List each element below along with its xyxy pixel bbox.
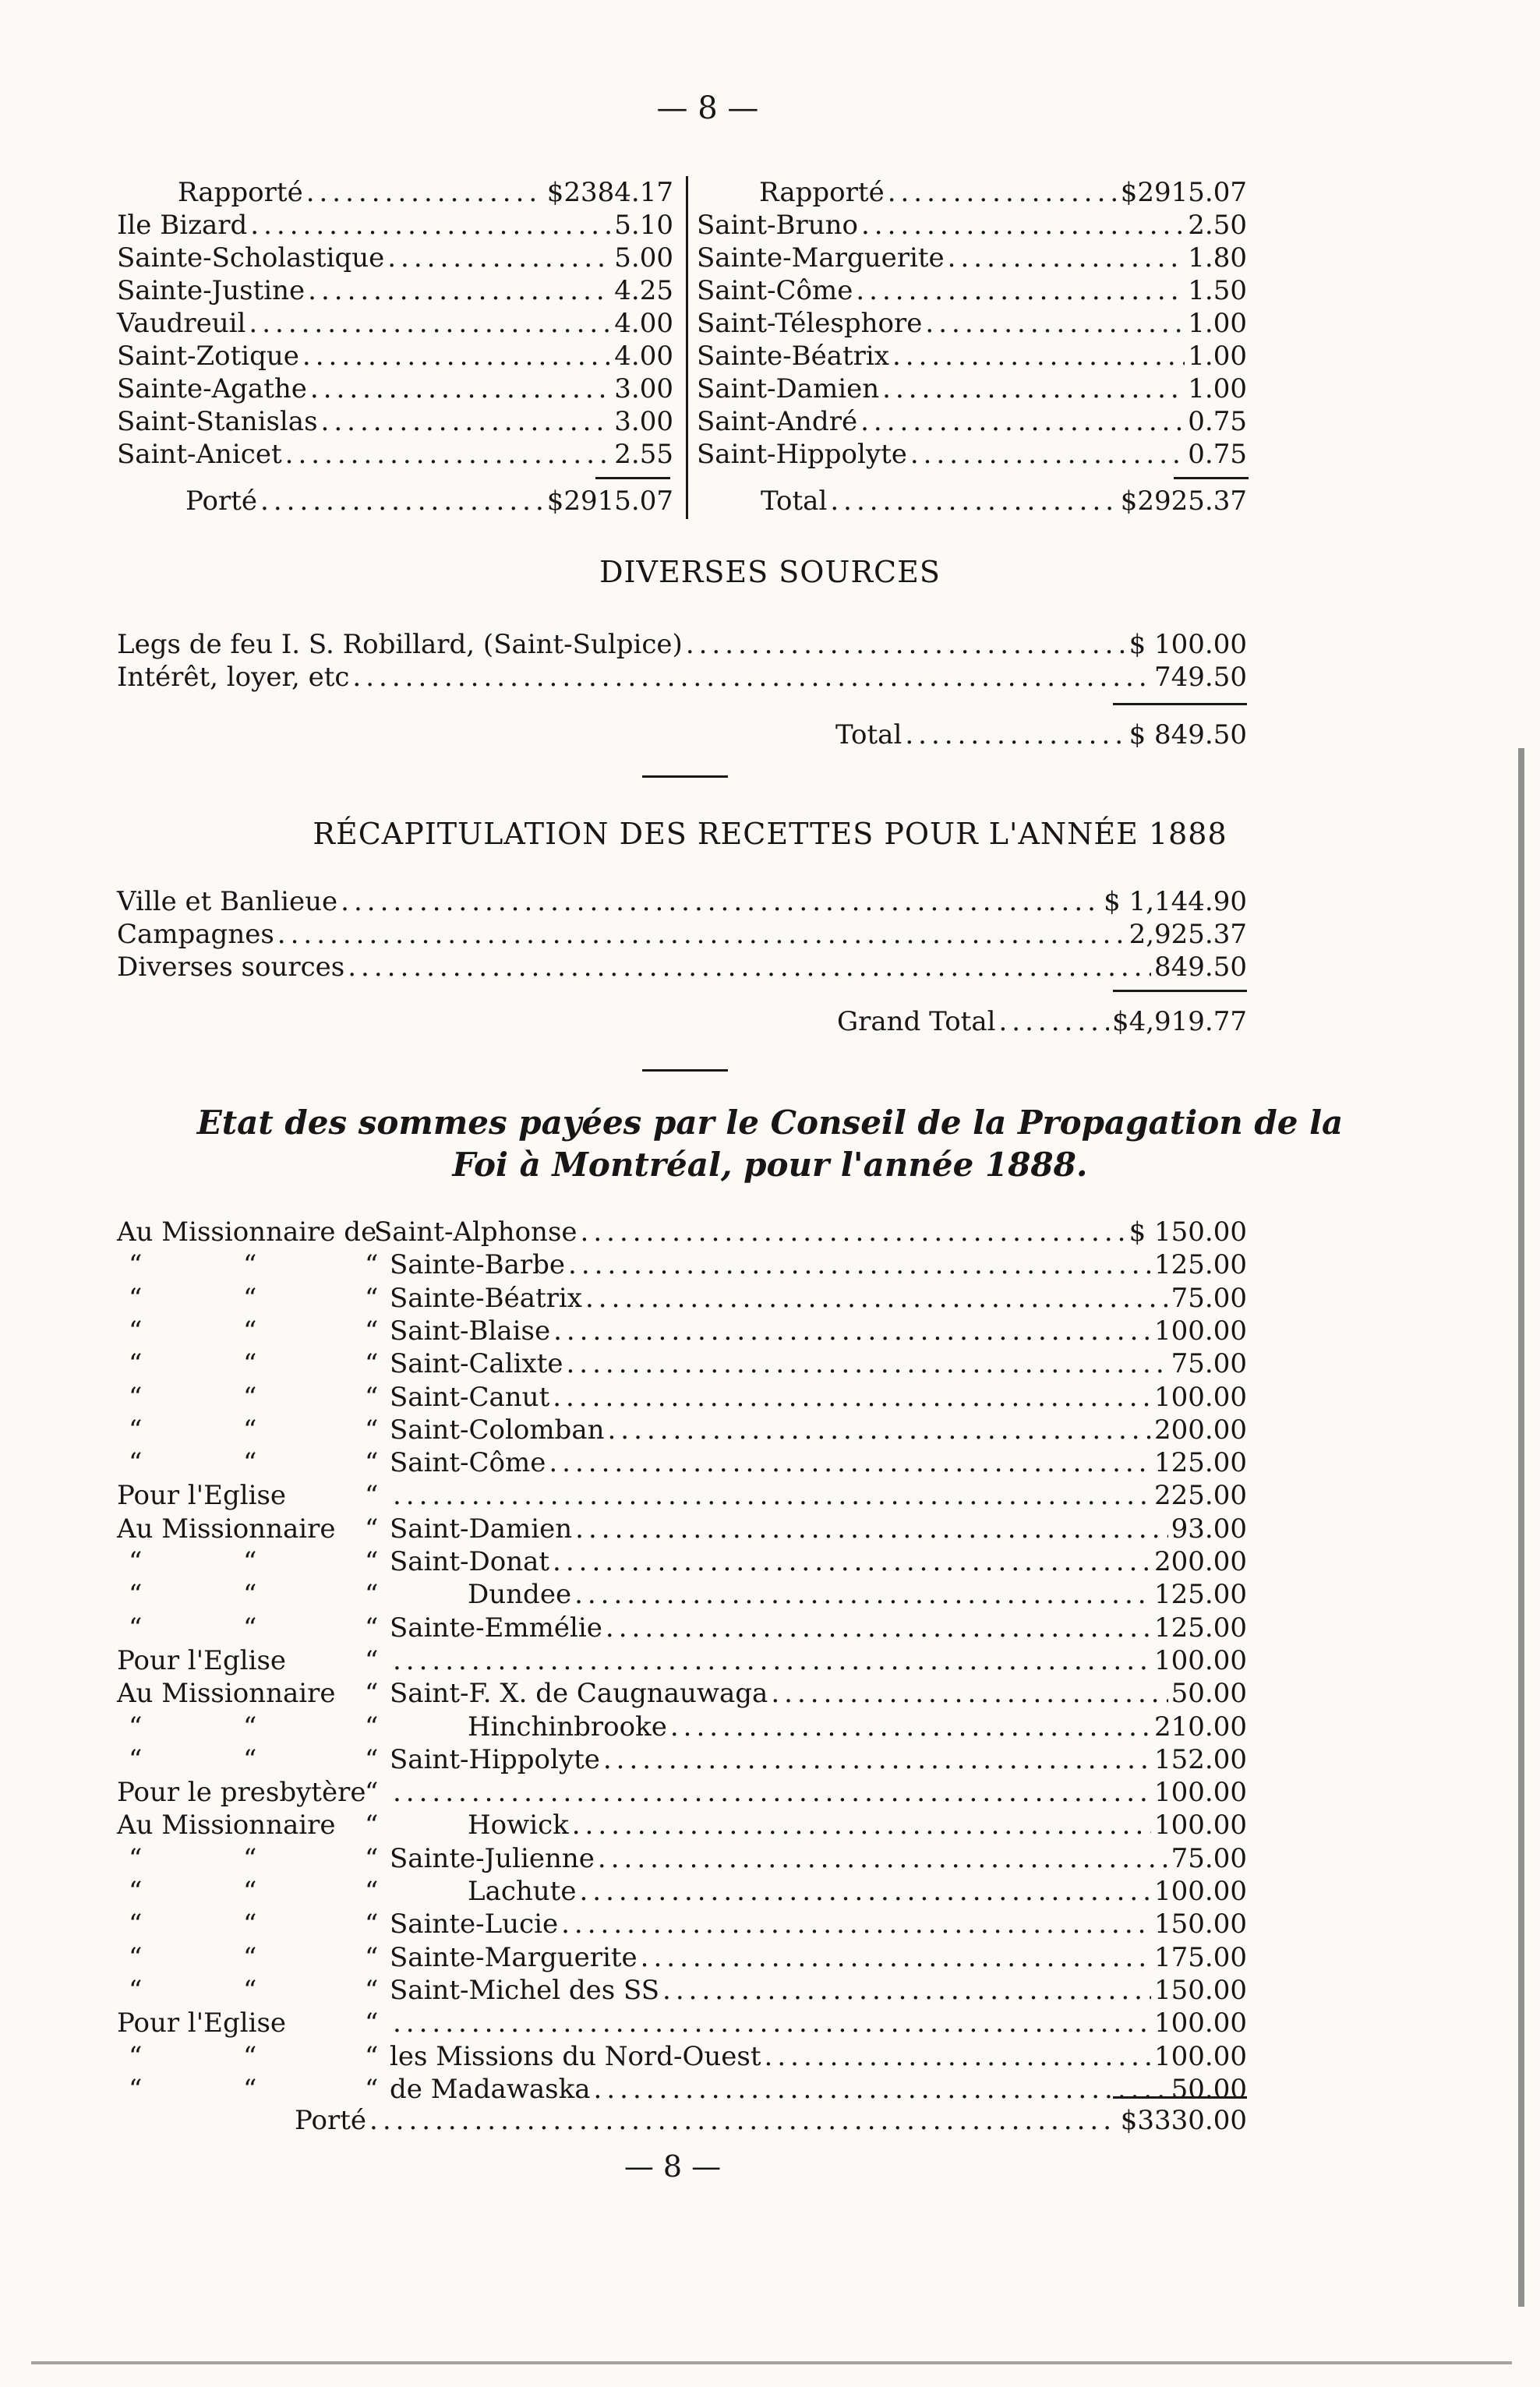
recap-row-amount: $ 1,144.90 [1104, 886, 1247, 917]
payment-amount: 75.00 [1171, 1283, 1247, 1314]
payment-detail [390, 1414, 1247, 1446]
payment-place: Saint-Côme [390, 1447, 546, 1478]
payment-place: Sainte-Emmélie [390, 1612, 602, 1644]
section-separator-2 [642, 1069, 728, 1072]
payment-amount: 150.00 [1154, 1975, 1247, 2006]
ditto-mark: “ [243, 1843, 257, 1874]
left-brought-label: Rapporté [178, 177, 303, 208]
ditto-mark: “ [365, 2007, 379, 2039]
payment-amount: 152.00 [1154, 1744, 1247, 1775]
ditto-mark: “ [129, 1975, 143, 2006]
payment-detail [390, 1743, 1247, 1776]
ditto-mark: “ [365, 2074, 379, 2105]
ditto-mark: “ [129, 2041, 143, 2072]
page-number-top: — 8 — [656, 90, 759, 126]
payment-amount: 93.00 [1171, 1513, 1247, 1545]
right-item-row-label: Sainte-Béatrix [697, 341, 889, 372]
ditto-mark: “ [243, 1744, 257, 1775]
payment-detail [390, 1282, 1247, 1315]
left-item-row [117, 340, 673, 373]
left-item-row-label: Saint-Anicet [117, 439, 282, 470]
ditto-mark: “ [243, 1942, 257, 1973]
right-item-row-amount: 1.00 [1188, 308, 1247, 339]
ditto-mark: “ [365, 1843, 379, 1874]
right-brought-amount: $2915.07 [1120, 177, 1247, 208]
left-item-row-amount: 5.10 [614, 210, 673, 241]
payment-place: les Missions du Nord-Ouest [390, 2041, 761, 2072]
right-item-row [697, 340, 1247, 373]
right-item-row [697, 209, 1247, 242]
recap-heading: RÉCAPITULATION DES RECETTES POUR L'ANNÉE 1888 [313, 817, 1227, 851]
right-item-row-label: Saint-Damien [697, 373, 880, 404]
payment-detail [390, 1315, 1247, 1347]
payment-recipient: Au Missionnaire [117, 1513, 336, 1545]
recap-row-label: Diverses sources [117, 952, 345, 983]
left-item-row [117, 242, 673, 274]
left-item-row-label: Vaudreuil [117, 308, 246, 339]
payment-recipient: Au Missionnaire [117, 1810, 336, 1841]
ditto-mark: “ [129, 1876, 143, 1907]
left-item-row-label: Sainte-Justine [117, 275, 306, 306]
payment-amount: 100.00 [1154, 2041, 1247, 2072]
etat-title-line1: Etat des sommes payées par le Conseil de la Propagation de la [196, 1103, 1344, 1142]
left-item-row-label: Ile Bizard [117, 210, 248, 241]
recap-row [117, 885, 1247, 918]
payment-detail [390, 2073, 1247, 2106]
ditto-mark: “ [243, 1414, 257, 1446]
payment-amount: 100.00 [1154, 1876, 1247, 1907]
left-item-row [117, 209, 673, 242]
payment-place: Saint-F. X. de Caugnauwaga [390, 1678, 768, 1709]
payment-amount: 50.00 [1171, 2074, 1247, 2105]
ditto-mark: “ [365, 1975, 379, 2006]
right-item-row-label: Saint-Bruno [697, 210, 858, 241]
ditto-mark: “ [365, 1513, 379, 1545]
left-item-row-amount: 5.00 [614, 242, 673, 274]
etat-total-rule [1113, 2096, 1247, 2099]
etat-carried-row [295, 2104, 1247, 2137]
payment-amount: 100.00 [1154, 1315, 1247, 1347]
payment-amount: 200.00 [1154, 1546, 1247, 1577]
ditto-mark: “ [243, 1447, 257, 1478]
ditto-mark: “ [365, 1711, 379, 1743]
right-item-row [697, 405, 1247, 438]
payment-detail [468, 1875, 1247, 1908]
ditto-mark: “ [129, 1612, 143, 1644]
payment-detail [468, 1809, 1247, 1841]
payment-detail [390, 1842, 1247, 1875]
payment-detail [390, 1347, 1247, 1380]
payment-detail [390, 2040, 1247, 2073]
payment-place: Saint-Donat [390, 1546, 550, 1577]
right-item-row-label: Saint-Télesphore [697, 308, 923, 339]
payment-amount: 50.00 [1171, 1678, 1247, 1709]
ditto-mark: “ [129, 1579, 143, 1610]
section-separator-1 [642, 775, 728, 778]
ditto-mark: “ [129, 1382, 143, 1413]
ditto-mark: “ [129, 1843, 143, 1874]
payment-place: Sainte-Béatrix [390, 1283, 582, 1314]
right-item-row-amount: 1.80 [1188, 242, 1247, 274]
right-total-label: Total [761, 486, 828, 517]
payment-amount: 100.00 [1154, 1382, 1247, 1413]
payment-place: Howick [468, 1810, 569, 1841]
payment-amount: 100.00 [1154, 1645, 1247, 1676]
ditto-mark: “ [129, 1447, 143, 1478]
left-item-row-label: Sainte-Scholastique [117, 242, 385, 274]
payment-amount: 125.00 [1154, 1249, 1247, 1280]
ditto-mark: “ [129, 1315, 143, 1347]
payment-place: Saint-Calixte [390, 1348, 563, 1379]
payment-detail [390, 1479, 1247, 1512]
ditto-mark: “ [243, 1909, 257, 1940]
payment-amount: $ 150.00 [1129, 1216, 1247, 1248]
ditto-mark: “ [243, 1612, 257, 1644]
ditto-mark: “ [129, 1711, 143, 1743]
ditto-mark: “ [365, 1876, 379, 1907]
payment-detail [390, 1612, 1247, 1644]
right-item-row-amount: 1.00 [1188, 373, 1247, 404]
ditto-mark: “ [243, 1348, 257, 1379]
recap-row-amount: 849.50 [1154, 952, 1247, 983]
ditto-mark: “ [365, 2041, 379, 2072]
right-brought-row [759, 176, 1247, 209]
left-total-rule [595, 477, 670, 479]
payment-amount: 100.00 [1154, 2007, 1247, 2039]
payment-amount: 225.00 [1154, 1480, 1247, 1511]
right-item-row-label: Saint-Côme [697, 275, 853, 306]
left-item-row-amount: 4.25 [614, 275, 673, 306]
right-item-row-label: Sainte-Marguerite [697, 242, 945, 274]
payment-recipient: Au Missionnaire de [117, 1216, 377, 1248]
ditto-mark: “ [365, 1348, 379, 1379]
payment-amount: 75.00 [1171, 1843, 1247, 1874]
payment-detail [468, 1578, 1247, 1611]
ditto-mark: “ [243, 1975, 257, 2006]
etat-title-line2: Foi à Montréal, pour l'année 1888. [452, 1146, 1088, 1184]
left-carried-amount: $2915.07 [546, 486, 673, 517]
payment-recipient: Pour l'Eglise [117, 1480, 287, 1511]
payment-detail [468, 1711, 1247, 1743]
payment-recipient: Pour l'Eglise [117, 1645, 287, 1676]
recap-total-rule [1113, 990, 1247, 992]
ditto-mark: “ [365, 1283, 379, 1314]
ditto-mark: “ [129, 2074, 143, 2105]
scan-edge-right [1518, 748, 1524, 2307]
ditto-mark: “ [365, 1414, 379, 1446]
payment-place: Saint-Alphonse [374, 1216, 578, 1248]
payment-place: Sainte-Marguerite [390, 1942, 638, 1973]
ditto-mark: “ [365, 1777, 379, 1808]
payment-place: Saint-Colomban [390, 1414, 605, 1446]
ditto-mark: “ [365, 1744, 379, 1775]
left-brought-amount: $2384.17 [546, 177, 673, 208]
right-brought-label: Rapporté [759, 177, 885, 208]
ditto-mark: “ [365, 1249, 379, 1280]
payment-amount: 200.00 [1154, 1414, 1247, 1446]
payment-amount: 125.00 [1154, 1612, 1247, 1644]
left-item-row [117, 373, 673, 405]
recap-grand-total-row: Grand Total ..... $4,919.77 [837, 1005, 1247, 1038]
payment-recipient: Pour le presbytère [117, 1777, 366, 1808]
payment-amount: 210.00 [1154, 1711, 1247, 1743]
payment-amount: 125.00 [1154, 1579, 1247, 1610]
recap-row-amount: 2,925.37 [1129, 919, 1247, 950]
left-item-row-amount: 3.00 [614, 406, 673, 437]
etat-carried-label: Porté [295, 2105, 367, 2136]
ditto-mark: “ [365, 1810, 379, 1841]
left-item-row [117, 405, 673, 438]
ditto-mark: “ [129, 1348, 143, 1379]
left-carried-label: Porté [185, 486, 258, 517]
payment-detail [390, 1908, 1247, 1940]
payment-place: Saint-Damien [390, 1513, 573, 1545]
ditto-mark: “ [129, 1283, 143, 1314]
payment-detail [390, 1446, 1247, 1479]
ditto-mark: “ [243, 2041, 257, 2072]
payment-detail [390, 1941, 1247, 1974]
ditto-mark: “ [365, 1315, 379, 1347]
right-item-row [697, 373, 1247, 405]
page-number-bottom: — 8 — [623, 2149, 722, 2184]
recap-row-label: Campagnes [117, 919, 274, 950]
payment-detail [390, 1381, 1247, 1414]
ditto-mark: “ [365, 1942, 379, 1973]
diverses-total-rule [1113, 703, 1247, 705]
ditto-mark: “ [365, 1480, 379, 1511]
payment-detail [390, 1248, 1247, 1281]
column-divider [686, 176, 688, 519]
payment-amount: 100.00 [1154, 1810, 1247, 1841]
ditto-mark: “ [243, 1283, 257, 1314]
ditto-mark: “ [243, 1249, 257, 1280]
ditto-mark: “ [365, 1447, 379, 1478]
recap-row [117, 918, 1247, 951]
ditto-mark: “ [243, 2074, 257, 2105]
diverses-row-1: Legs de feu I. S. Robillard, (Saint-Sulpice) ..... $ 100.00 [117, 628, 1247, 661]
payment-place: Lachute [468, 1876, 577, 1907]
ditto-mark: “ [365, 1645, 379, 1676]
payment-amount: 75.00 [1171, 1348, 1247, 1379]
right-item-row-label: Saint-André [697, 406, 858, 437]
right-item-row [697, 438, 1247, 471]
payment-place: Saint-Blaise [390, 1315, 551, 1347]
right-item-row-amount: 0.75 [1188, 406, 1247, 437]
left-item-row-amount: 4.00 [614, 308, 673, 339]
payment-place: Saint-Michel des SS [390, 1975, 660, 2006]
left-item-row [117, 307, 673, 340]
payment-place: Sainte-Barbe [390, 1249, 566, 1280]
ditto-mark: “ [243, 1315, 257, 1347]
payment-amount: 175.00 [1154, 1942, 1247, 1973]
recap-row [117, 951, 1247, 983]
right-item-row-amount: 2.50 [1188, 210, 1247, 241]
right-item-row-amount: 1.00 [1188, 341, 1247, 372]
ditto-mark: “ [243, 1546, 257, 1577]
left-item-row-label: Saint-Stanislas [117, 406, 318, 437]
payment-place: Sainte-Lucie [390, 1909, 559, 1940]
right-item-row [697, 274, 1247, 307]
ditto-mark: “ [243, 1876, 257, 1907]
left-item-row [117, 438, 673, 471]
payment-detail [390, 1974, 1247, 2007]
ditto-mark: “ [365, 1612, 379, 1644]
diverses-total-row: Total ..... $ 849.50 [835, 719, 1247, 751]
payment-recipient: Pour l'Eglise [117, 2007, 287, 2039]
left-brought-row [178, 176, 673, 209]
payment-detail [390, 1677, 1247, 1710]
payment-detail [390, 1545, 1247, 1578]
payment-place: Saint-Hippolyte [390, 1744, 600, 1775]
left-carried-row [185, 485, 673, 517]
right-item-row [697, 307, 1247, 340]
ditto-mark: “ [243, 1711, 257, 1743]
ditto-mark: “ [129, 1546, 143, 1577]
recap-row-label: Ville et Banlieue [117, 886, 338, 917]
scan-edge-bottom [31, 2361, 1512, 2364]
right-item-row-amount: 1.50 [1188, 275, 1247, 306]
payment-place: de Madawaska [390, 2074, 591, 2105]
payment-detail [390, 2007, 1247, 2039]
right-total-row [761, 485, 1247, 517]
left-item-row-label: Sainte-Agathe [117, 373, 307, 404]
left-item-row-amount: 3.00 [614, 373, 673, 404]
left-item-row-amount: 2.55 [614, 439, 673, 470]
left-item-row-label: Saint-Zotique [117, 341, 299, 372]
payment-amount: 125.00 [1154, 1447, 1247, 1478]
ditto-mark: “ [243, 1382, 257, 1413]
right-item-row-amount: 0.75 [1188, 439, 1247, 470]
payment-amount: 100.00 [1154, 1777, 1247, 1808]
ditto-mark: “ [365, 1579, 379, 1610]
right-item-row [697, 242, 1247, 274]
ditto-mark: “ [129, 1909, 143, 1940]
ditto-mark: “ [365, 1678, 379, 1709]
payment-place: Hinchinbrooke [468, 1711, 667, 1743]
ditto-mark: “ [129, 1942, 143, 1973]
diverses-heading: DIVERSES SOURCES [599, 555, 941, 589]
payment-amount: 150.00 [1154, 1909, 1247, 1940]
ditto-mark: “ [365, 1382, 379, 1413]
ditto-mark: “ [243, 1579, 257, 1610]
diverses-row-2: Intérêt, loyer, etc ..... 749.50 [117, 661, 1247, 694]
payment-detail [374, 1216, 1247, 1248]
payment-place: Saint-Canut [390, 1382, 550, 1413]
payment-place: Dundee [468, 1579, 572, 1610]
payment-detail [390, 1644, 1247, 1677]
right-total-amount: $2925.37 [1120, 486, 1247, 517]
payment-detail [390, 1513, 1247, 1545]
ditto-mark: “ [129, 1249, 143, 1280]
right-item-row-label: Saint-Hippolyte [697, 439, 907, 470]
payment-place: Sainte-Julienne [390, 1843, 595, 1874]
etat-carried-amount: $3330.00 [1120, 2105, 1247, 2136]
left-item-row-amount: 4.00 [614, 341, 673, 372]
ditto-mark: “ [129, 1414, 143, 1446]
ditto-mark: “ [365, 1909, 379, 1940]
payment-detail [390, 1776, 1247, 1809]
payment-recipient: Au Missionnaire [117, 1678, 336, 1709]
ditto-mark: “ [129, 1744, 143, 1775]
ditto-mark: “ [365, 1546, 379, 1577]
left-item-row [117, 274, 673, 307]
right-total-rule [1174, 477, 1249, 479]
